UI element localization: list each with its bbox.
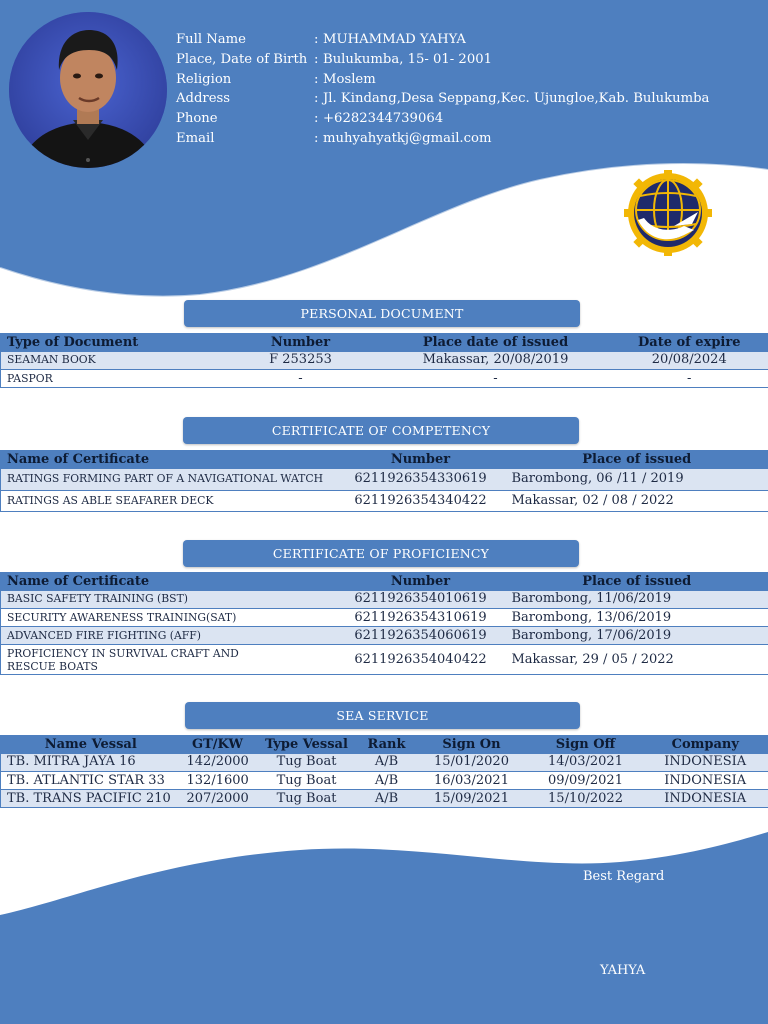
column-header: Place of issued xyxy=(506,573,768,591)
table-cell: PROFICIENCY IN SURVIVAL CRAFT AND RESCUE BOATS xyxy=(1,645,336,675)
info-colon: : xyxy=(314,91,319,107)
personal-document-table xyxy=(0,333,768,388)
table-row xyxy=(1,645,768,675)
info-colon: : xyxy=(314,32,319,47)
info-label: Address xyxy=(176,91,231,107)
table-cell: 6211926354340422 xyxy=(336,491,506,512)
info-value: MUHAMMAD YAHYA xyxy=(323,32,466,47)
info-row-birth xyxy=(176,50,709,70)
table-cell: 14/03/2021 xyxy=(529,754,643,772)
table-cell: - xyxy=(611,370,768,388)
table-row xyxy=(1,790,768,808)
table-cell: 132/1600 xyxy=(181,772,255,790)
info-label: Place, Date of Birth xyxy=(176,51,308,67)
info-value: +6282344739064 xyxy=(323,111,444,127)
column-header: Sign Off xyxy=(529,736,643,754)
section-title-sea-service: SEA SERVICE xyxy=(185,702,580,729)
table-header-row xyxy=(1,334,768,352)
table-cell: RATINGS AS ABLE SEAFARER DECK xyxy=(1,491,336,512)
table-cell: Barombong, 11/06/2019 xyxy=(506,591,768,609)
table-cell: Barombong, 17/06/2019 xyxy=(506,627,768,645)
table-cell: Barombong, 06 /11 / 2019 xyxy=(506,469,768,491)
table-cell: 15/09/2021 xyxy=(415,790,529,808)
table-header-row xyxy=(1,451,768,469)
info-value: Bulukumba, 15- 01- 2001 xyxy=(323,51,492,67)
info-colon: : xyxy=(314,111,319,127)
info-value: Moslem xyxy=(323,71,376,87)
table-cell: TB. MITRA JAYA 16 xyxy=(1,754,181,772)
table-cell: SEAMAN BOOK xyxy=(1,352,221,370)
table-cell: BASIC SAFETY TRAINING (BST) xyxy=(1,591,336,609)
table-row xyxy=(1,469,768,491)
table-cell: Makassar, 02 / 08 / 2022 xyxy=(506,491,768,512)
info-label: Full Name xyxy=(176,32,246,47)
column-header: Name of Certificate xyxy=(1,573,336,591)
info-row-religion xyxy=(176,70,709,90)
column-header: Type of Document xyxy=(1,334,221,352)
table-row xyxy=(1,754,768,772)
section-title-competency: CERTIFICATE OF COMPETENCY xyxy=(183,417,579,444)
table-row xyxy=(1,370,768,388)
column-header: Type Vessal xyxy=(255,736,359,754)
table-cell: 6211926354330619 xyxy=(336,469,506,491)
table-cell: Barombong, 13/06/2019 xyxy=(506,609,768,627)
column-header: Number xyxy=(221,334,381,352)
table-cell: Makassar, 29 / 05 / 2022 xyxy=(506,645,768,675)
column-header: Place of issued xyxy=(506,451,768,469)
info-colon: : xyxy=(314,130,319,146)
table-cell: 09/09/2021 xyxy=(529,772,643,790)
table-cell: 142/2000 xyxy=(181,754,255,772)
profile-photo xyxy=(9,12,167,168)
table-cell: Tug Boat xyxy=(255,772,359,790)
footer-wave xyxy=(0,832,768,1024)
table-cell: 207/2000 xyxy=(181,790,255,808)
info-row-phone xyxy=(176,109,709,129)
column-header: Place date of issued xyxy=(381,334,611,352)
column-header: Name Vessal xyxy=(1,736,181,754)
table-cell: 6211926354310619 xyxy=(336,609,506,627)
column-header: Name of Certificate xyxy=(1,451,336,469)
maritime-emblem-icon xyxy=(624,170,712,256)
table-cell: Tug Boat xyxy=(255,790,359,808)
info-colon: : xyxy=(314,71,319,87)
closing-text: Best Regard xyxy=(583,869,665,884)
table-cell: ADVANCED FIRE FIGHTING (AFF) xyxy=(1,627,336,645)
table-cell: - xyxy=(221,370,381,388)
sea-service-table xyxy=(0,735,768,808)
table-cell: INDONESIA xyxy=(643,754,768,772)
table-cell: TB. TRANS PACIFIC 210 xyxy=(1,790,181,808)
signature-name: YAHYA xyxy=(600,963,646,978)
info-value: Jl. Kindang,Desa Seppang,Kec. Ujungloe,Kab. Bulukumba xyxy=(323,91,710,107)
table-header-row xyxy=(1,573,768,591)
table-row xyxy=(1,352,768,370)
personal-info xyxy=(176,30,709,149)
info-label: Phone xyxy=(176,111,218,127)
competency-table xyxy=(0,450,768,512)
table-row xyxy=(1,772,768,790)
table-cell: 15/01/2020 xyxy=(415,754,529,772)
table-cell: 6211926354040422 xyxy=(336,645,506,675)
table-cell: 16/03/2021 xyxy=(415,772,529,790)
column-header: Sign On xyxy=(415,736,529,754)
table-cell: 6211926354010619 xyxy=(336,591,506,609)
info-colon: : xyxy=(314,51,319,67)
table-cell: A/B xyxy=(359,754,415,772)
table-cell: SECURITY AWARENESS TRAINING(SAT) xyxy=(1,609,336,627)
column-header: Number xyxy=(336,451,506,469)
table-cell: PASPOR xyxy=(1,370,221,388)
column-header: Date of expire xyxy=(611,334,768,352)
info-label: Email xyxy=(176,130,215,146)
table-cell: Tug Boat xyxy=(255,754,359,772)
column-header: Number xyxy=(336,573,506,591)
column-header: Rank xyxy=(359,736,415,754)
info-label: Religion xyxy=(176,71,232,87)
info-row-email xyxy=(176,129,709,149)
table-row xyxy=(1,609,768,627)
table-cell: INDONESIA xyxy=(643,772,768,790)
table-cell: INDONESIA xyxy=(643,790,768,808)
table-cell: A/B xyxy=(359,772,415,790)
info-row-address xyxy=(176,89,709,109)
table-header-row xyxy=(1,736,768,754)
table-cell: 20/08/2024 xyxy=(611,352,768,370)
table-cell: A/B xyxy=(359,790,415,808)
table-cell: 6211926354060619 xyxy=(336,627,506,645)
table-row xyxy=(1,491,768,512)
section-title-personal-document: PERSONAL DOCUMENT xyxy=(184,300,580,327)
table-cell: Makassar, 20/08/2019 xyxy=(381,352,611,370)
table-row xyxy=(1,627,768,645)
section-title-proficiency: CERTIFICATE OF PROFICIENCY xyxy=(183,540,579,567)
table-cell: 15/10/2022 xyxy=(529,790,643,808)
table-cell: - xyxy=(381,370,611,388)
person-avatar-icon xyxy=(9,12,167,168)
table-row xyxy=(1,591,768,609)
table-cell: F 253253 xyxy=(221,352,381,370)
proficiency-table xyxy=(0,572,768,675)
column-header: Company xyxy=(643,736,768,754)
info-row-full-name xyxy=(176,30,709,50)
column-header: GT/KW xyxy=(181,736,255,754)
table-cell: TB. ATLANTIC STAR 33 xyxy=(1,772,181,790)
info-value: muhyahyatkj@gmail.com xyxy=(323,130,492,146)
table-cell: RATINGS FORMING PART OF A NAVIGATIONAL WATCH xyxy=(1,469,336,491)
